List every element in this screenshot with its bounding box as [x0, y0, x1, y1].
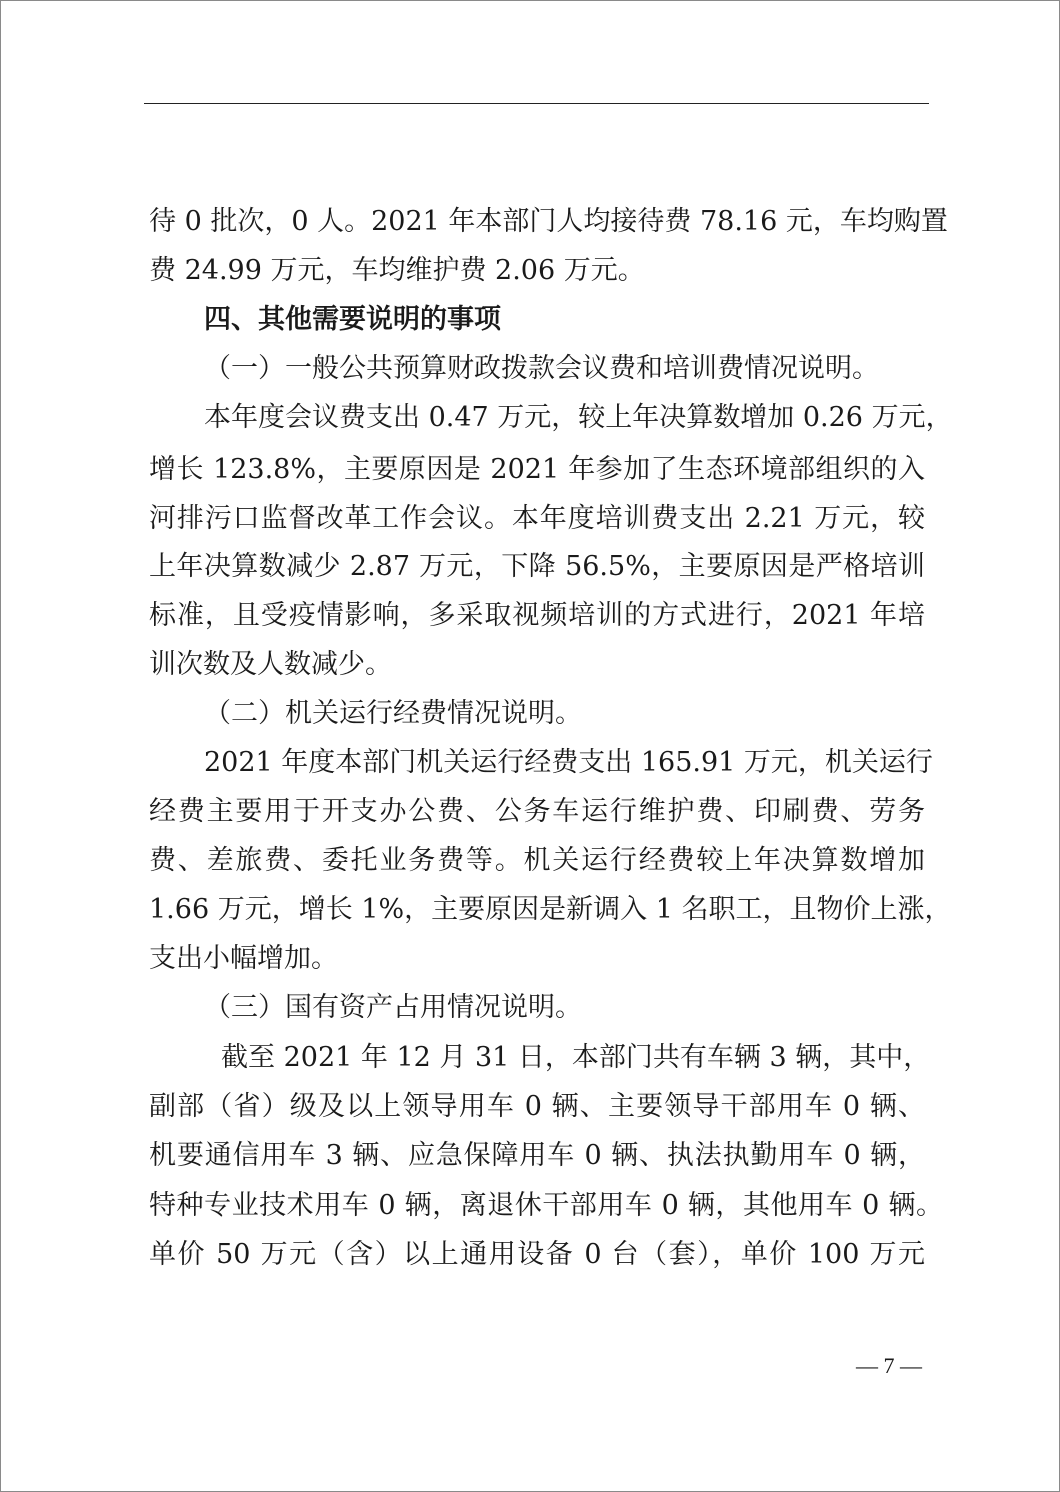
- body-line-16: 支出小幅增加。: [149, 943, 338, 974]
- page-number: — 7 —: [856, 1353, 922, 1378]
- body-line-22: 单价 50 万元（含）以上通用设备 0 台（套），单价 100 万元: [149, 1239, 925, 1270]
- body-line-1: 待 0 批次，0 人。2021 年本部门人均接待费 78.16 元，车均购置: [149, 206, 948, 237]
- body-line-5: 本年度会议费支出 0.47 万元，较上年决算数增加 0.26 万元，: [204, 402, 953, 433]
- body-line-19: 副部（省）级及以上领导用车 0 辆、主要领导干部用车 0 辆、: [149, 1091, 925, 1122]
- body-line-15: 1.66 万元，增长 1%，主要原因是新调入 1 名职工，且物价上涨，: [149, 894, 952, 925]
- body-line-21: 特种专业技术用车 0 辆，离退休干部用车 0 辆，其他用车 0 辆。: [149, 1190, 943, 1221]
- body-line-7: 河排污口监督改革工作会议。本年度培训费支出 2.21 万元，较: [149, 503, 925, 534]
- body-line-14: 费、差旅费、委托业务费等。机关运行经费较上年决算数增加: [149, 845, 925, 876]
- subsection-heading-state-assets: （三）国有资产占用情况说明。: [204, 992, 582, 1023]
- body-line-20: 机要通信用车 3 辆、应急保障用车 0 辆、执法执勤用车 0 辆，: [149, 1140, 925, 1171]
- subsection-heading-operating-expenses: （二）机关运行经费情况说明。: [204, 698, 582, 729]
- section-heading-other-matters: 四、其他需要说明的事项: [204, 304, 501, 335]
- body-line-9: 标准，且受疫情影响，多采取视频培训的方式进行，2021 年培: [149, 600, 925, 631]
- subsection-heading-meeting-training: （一）一般公共预算财政拨款会议费和培训费情况说明。: [204, 353, 879, 384]
- body-line-6: 增长 123.8%，主要原因是 2021 年参加了生态环境部组织的入: [149, 454, 925, 485]
- body-line-2: 费 24.99 万元，车均维护费 2.06 万元。: [149, 255, 645, 286]
- body-line-10: 训次数及人数减少。: [149, 649, 392, 680]
- body-line-13: 经费主要用于开支办公费、公务车运行维护费、印刷费、劳务: [149, 796, 925, 827]
- body-line-18: 截至 2021 年 12 月 31 日，本部门共有车辆 3 辆，其中，: [221, 1042, 931, 1073]
- header-rule: [144, 103, 929, 104]
- body-line-12: 2021 年度本部门机关运行经费支出 165.91 万元，机关运行: [204, 747, 933, 778]
- body-line-8: 上年决算数减少 2.87 万元，下降 56.5%，主要原因是严格培训: [149, 551, 925, 582]
